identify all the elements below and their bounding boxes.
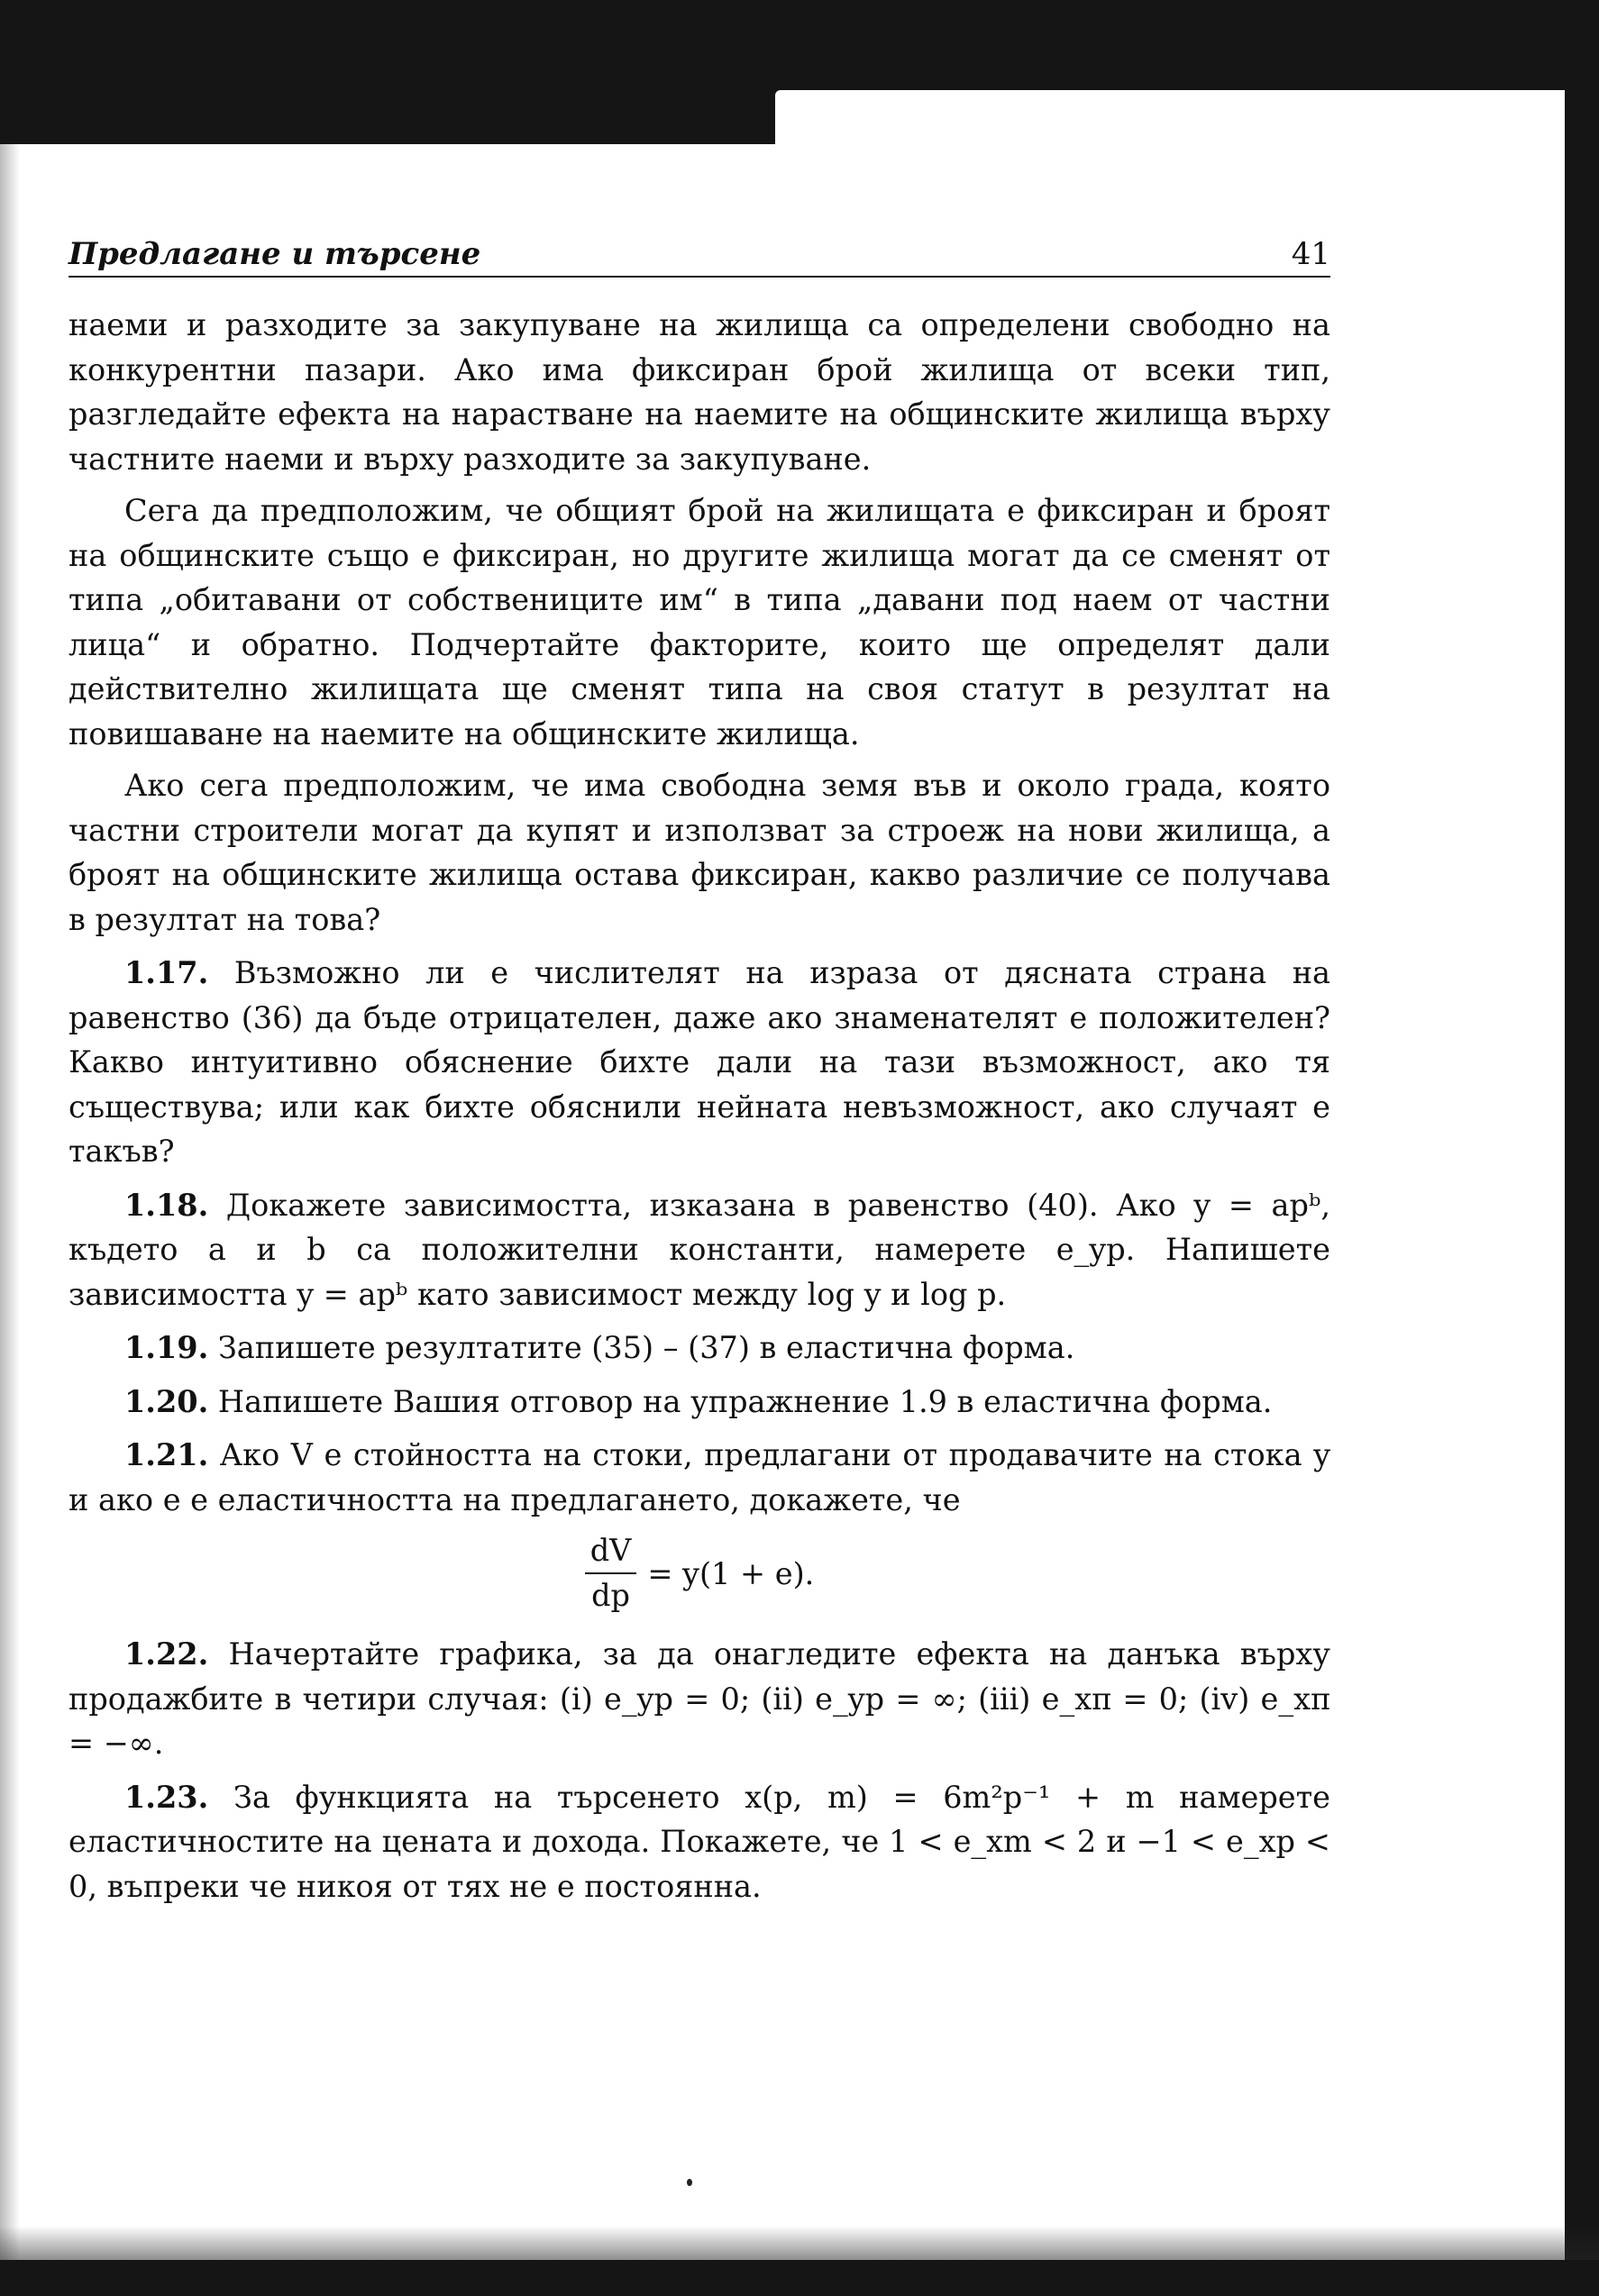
scan-border-right <box>1565 0 1599 2296</box>
running-header <box>69 236 1330 278</box>
exercise-1-17 <box>69 951 1330 1174</box>
exercise-text: Докажете зависимостта, изказана в равенство (40). Ако y = apᵇ, където a и b са положителни константи, намерете e_yp. Напишете зависимостта y = apᵇ като зависимост между log y и log p. <box>69 1187 1330 1312</box>
exercise-number: 1.23. <box>124 1779 209 1815</box>
exercise-1-18 <box>69 1183 1330 1317</box>
scan-shadow-left <box>0 144 20 2262</box>
exercise-1-19 <box>69 1326 1330 1371</box>
exercise-number: 1.18. <box>124 1187 209 1223</box>
scan-shadow-bottom <box>0 2226 1599 2262</box>
page-number: 41 <box>1291 236 1330 272</box>
paragraph: Сега да предположим, че общият брой на жилищата е фиксиран и броят на общинските също е фиксиран, но другите жилища могат да се сменят от типа „обитавани от собствениците им“ в типа „давани под наем от частни лица“ и обратно. Подчертайте факторите, които ще определят дали действително жилищата ще сменят типа на своя статут в резултат на повишаване на наемите на общинските жилища. <box>69 493 1330 752</box>
ink-speck <box>687 2179 692 2186</box>
exercise-number: 1.22. <box>124 1636 209 1672</box>
exercise-text: Възможно ли е числителят на израза от дясната страна на равенство (36) да бъде отрицателен, даже ако знаменателят е положителен? Какво интуитивно обяснение бихте дали на тази възможност, ако тя съществува; или как бихте обяснили нейната невъзможност, ако случаят е такъв? <box>69 955 1330 1169</box>
exercise-text: Напишете Вашия отговор на упражнение 1.9 в еластична форма. <box>217 1383 1273 1419</box>
exercise-text: За функцията на търсенето x(p, m) = 6m²p⁻¹ + m намерете еластичностите на цената и дохода. Покажете, че 1 < e_xm < 2 и −1 < e_xp < 0, въпреки че никоя от тях не е постоянна. <box>69 1779 1330 1904</box>
exercise-number: 1.20. <box>124 1383 209 1419</box>
exercise-1-23 <box>69 1775 1330 1909</box>
scan-border-bottom <box>0 2260 1599 2296</box>
exercise-1-20 <box>69 1380 1330 1425</box>
running-title: Предлагане и търсене <box>69 236 481 272</box>
exercise-text: Ако V е стойността на стоки, предлагани от продавачите на стока y и ако e е еластичността на предлагането, докажете, че <box>69 1437 1330 1517</box>
page-body <box>69 303 1330 1909</box>
fraction-denominator: dp <box>591 1578 630 1613</box>
exercise-number: 1.19. <box>124 1330 209 1365</box>
exercise-text: Начертайте графика, за да онагледите ефекта на данъка върху продажбите в четири случая: (i) e_yp = 0; (ii) e_yp = ∞; (iii) e_xπ = 0; (iv) e_xπ = −∞. <box>69 1636 1330 1761</box>
exercise-text: Запишете резултатите (35) – (37) в еластична форма. <box>217 1330 1075 1365</box>
exercise-1-22 <box>69 1632 1330 1766</box>
display-formula <box>69 1531 1330 1616</box>
formula-rhs: = y(1 + e). <box>647 1555 815 1591</box>
exercise-number: 1.17. <box>124 955 209 990</box>
exercise-1-21 <box>69 1433 1330 1522</box>
scan-border-notch <box>775 90 1599 144</box>
fraction-numerator: dV <box>585 1531 637 1574</box>
exercise-number: 1.21. <box>124 1437 209 1472</box>
paragraph: Ако сега предположим, че има свободна земя във и около града, която частни строители могат да купят и използват за строеж на нови жилища, а броят на общинските жилища остава фиксиран, какво различие се получава в резултат на това? <box>69 768 1330 937</box>
book-page <box>69 236 1330 1916</box>
paragraph-continued: наеми и разходите за закупуване на жилища са определени свободно на конкурентни пазари. Ако има фиксиран брой жилища от всеки тип, разгледайте ефекта на нарастване на наемите на общинските жилища върху частните наеми и върху разходите за закупуване. <box>69 307 1330 477</box>
fraction <box>585 1531 637 1616</box>
